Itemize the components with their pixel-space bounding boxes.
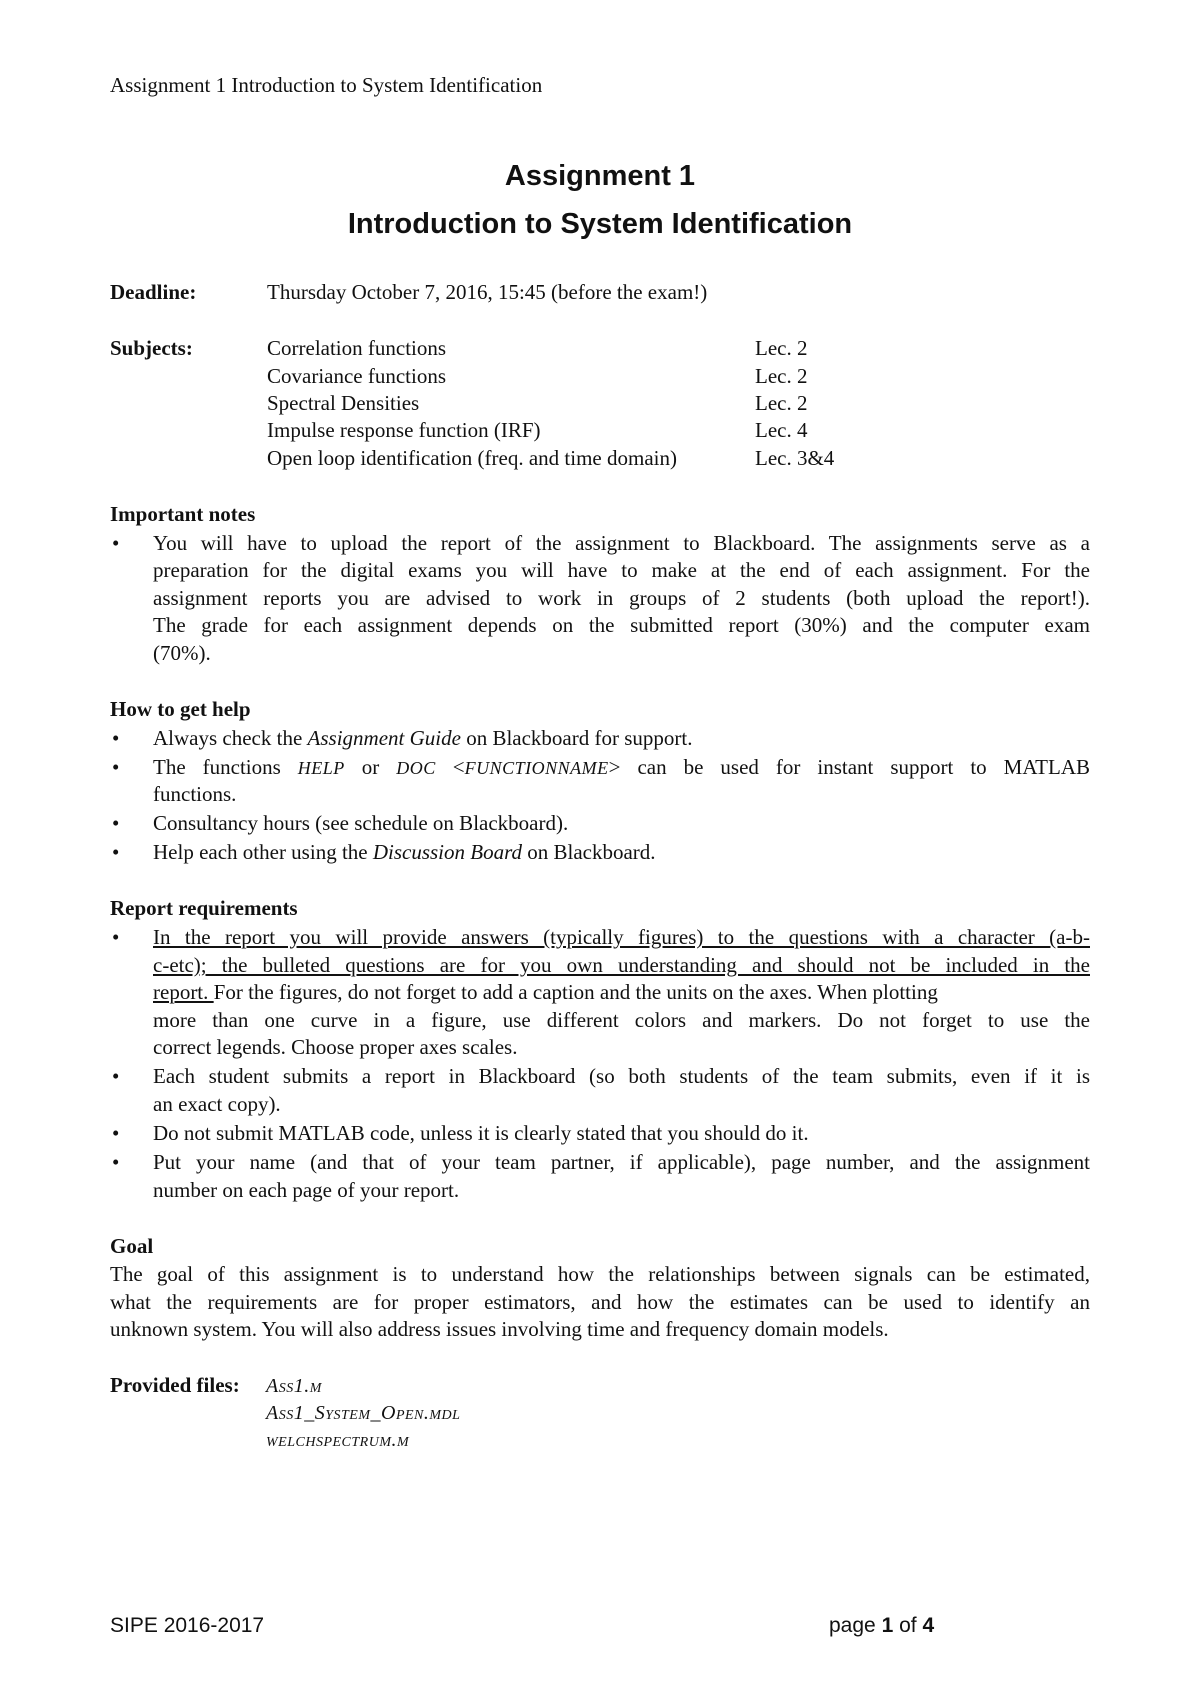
provided-files-label: Provided files:: [110, 1373, 240, 1397]
report-requirement-line: c-etc); the bulleted questions are for you own understanding and should not be included in the: [153, 953, 1090, 977]
help-text: Always check the: [153, 726, 308, 750]
subject-name: Spectral Densities: [267, 391, 420, 415]
running-header: Assignment 1 Introduction to System Identification: [110, 73, 543, 97]
help-text: > can be used for instant support to MATLAB: [608, 755, 1090, 779]
footer-course: SIPE 2016-2017: [110, 1614, 265, 1637]
footer-page-number: [829, 1614, 934, 1638]
help-text: The functions: [153, 755, 298, 779]
report-requirement-line: more than one curve in a figure, use different colors and markers. Do not forget to use the: [153, 1008, 1090, 1032]
report-text: For the figures, do not forget to add a caption and the units on the axes. When plotting: [213, 980, 938, 1004]
discussion-board-ref: Discussion Board: [372, 840, 522, 864]
bullet-icon: •: [112, 1150, 120, 1174]
file-name: welchspectrum.m: [266, 1429, 410, 1451]
subject-name: Open loop identification (freq. and time domain): [267, 446, 677, 470]
help-item: Consultancy hours (see schedule on Blackboard).: [153, 811, 569, 835]
bullet-icon: •: [112, 925, 120, 949]
important-notes-heading: Important notes: [110, 502, 256, 526]
file-name: Ass1.m: [266, 1375, 322, 1397]
goal-heading: Goal: [110, 1234, 154, 1258]
functionname-ref: FUNCTIONNAME: [464, 758, 609, 778]
bullet-icon: •: [112, 755, 120, 779]
report-heading: Report requirements: [110, 896, 298, 920]
bullet-icon: •: [112, 1121, 120, 1145]
subject-name: Impulse response function (IRF): [267, 418, 541, 442]
bullet-icon: •: [112, 531, 120, 555]
goal-line: The goal of this assignment is to understand how the relationships between signals can be estimated,: [110, 1262, 1090, 1286]
subject-name: Correlation functions: [267, 336, 447, 360]
help-text: <: [435, 755, 465, 779]
report-requirement-line: Each student submits a report in Blackboard (so both students of the team submits, even if it is: [153, 1064, 1090, 1088]
underlined-text: report.: [153, 980, 214, 1004]
assignment-guide-ref: Assignment Guide: [307, 726, 461, 750]
help-text: Help each other using the: [153, 840, 373, 864]
bullet-icon: •: [112, 840, 120, 864]
subject-lecture: Lec. 2: [755, 336, 808, 360]
help-heading: How to get help: [110, 697, 251, 721]
report-requirement-line: In the report you will provide answers (typically figures) to the questions with a character (a-b-: [153, 925, 1090, 949]
report-requirement-line: an exact copy).: [153, 1092, 281, 1116]
subject-name: Covariance functions: [267, 364, 447, 388]
help-text: or: [344, 755, 397, 779]
important-note-line: You will have to upload the report of the assignment to Blackboard. The assignments serve as a: [153, 531, 1090, 555]
bullet-icon: •: [112, 1064, 120, 1088]
help-item-continued: functions.: [153, 782, 237, 806]
help-text: on Blackboard for support.: [460, 726, 693, 750]
bullet-icon: •: [112, 811, 120, 835]
document-title: Assignment 1: [504, 160, 696, 192]
goal-line: what the requirements are for proper estimators, and how the estimates can be used to identify an: [110, 1290, 1090, 1314]
important-note-line: (70%).: [153, 641, 211, 665]
footer-text: of: [893, 1614, 923, 1637]
deadline-value: Thursday October 7, 2016, 15:45 (before the exam!): [267, 280, 708, 304]
goal-line: unknown system. You will also address issues involving time and frequency domain models.: [110, 1317, 889, 1341]
subject-lecture: Lec. 4: [755, 418, 808, 442]
subject-lecture: Lec. 2: [755, 391, 808, 415]
report-requirement-line: [153, 980, 1090, 1005]
help-function-ref: HELP: [297, 758, 345, 778]
report-requirement-line: Put your name (and that of your team partner, if applicable), page number, and the assignment: [153, 1150, 1090, 1174]
help-item: [153, 840, 1090, 865]
doc-function-ref: DOC: [396, 758, 436, 778]
help-text: on Blackboard.: [522, 840, 656, 864]
total-pages: 4: [922, 1614, 935, 1637]
report-requirement-line: number on each page of your report.: [153, 1178, 460, 1202]
important-note-line: assignment reports you are advised to work in groups of 2 students (both upload the report!).: [153, 586, 1090, 610]
file-name: Ass1_System_Open.mdl: [266, 1402, 461, 1424]
help-item: [153, 726, 1090, 751]
bullet-icon: •: [112, 726, 120, 750]
subject-lecture: Lec. 2: [755, 364, 808, 388]
current-page: 1: [881, 1614, 894, 1637]
help-item: [153, 755, 1090, 780]
footer-text: page: [829, 1614, 882, 1637]
important-note-line: The grade for each assignment depends on the submitted report (30%) and the computer exam: [153, 613, 1090, 637]
important-note-line: preparation for the digital exams you will have to make at the end of each assignment. For the: [153, 558, 1090, 582]
document-subtitle: Introduction to System Identification: [347, 208, 853, 240]
deadline-label: Deadline:: [110, 280, 197, 304]
report-requirement-line: Do not submit MATLAB code, unless it is clearly stated that you should do it.: [153, 1121, 809, 1145]
subjects-label: Subjects:: [110, 336, 193, 360]
report-requirement-line: correct legends. Choose proper axes scales.: [153, 1035, 518, 1059]
subject-lecture: Lec. 3&4: [755, 446, 835, 470]
